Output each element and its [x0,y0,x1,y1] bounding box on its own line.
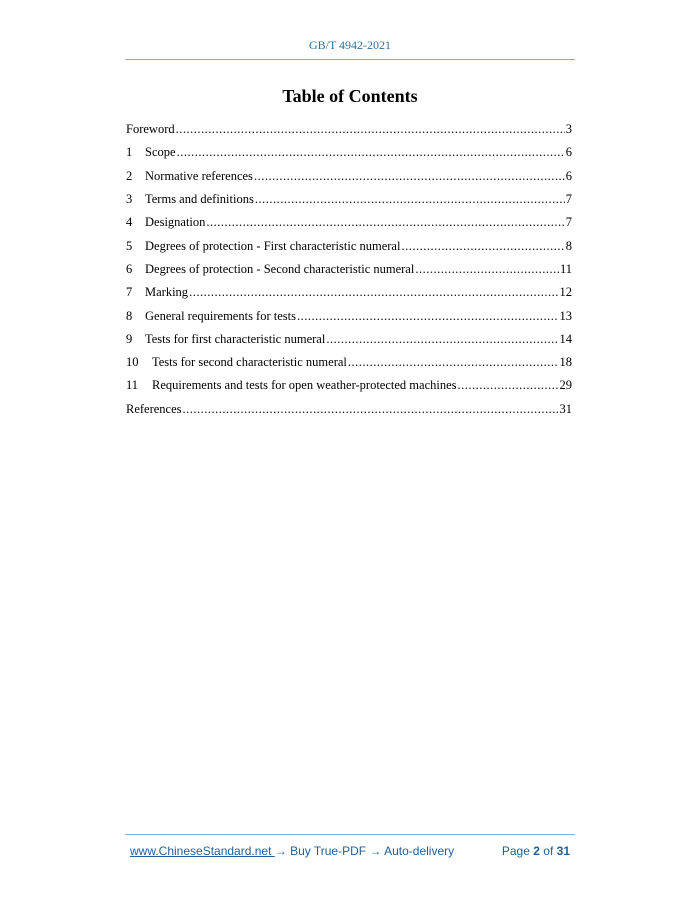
toc-entry[interactable] [126,165,572,188]
toc-entry-page: 7 [565,215,572,230]
toc-leader-dots [254,169,565,184]
toc-entry-page: 3 [565,122,572,137]
toc-leader-dots [255,192,565,207]
toc-entry-number: 3 [126,192,133,207]
toc-entry-page: 6 [565,145,572,160]
page-header [0,38,700,53]
header-rule [125,59,575,60]
footer-promo [130,844,454,858]
toc-entry-number: 5 [126,238,133,253]
toc-entry-title: Tests for second characteristic numeral [152,355,347,370]
toc-entry-number: 4 [126,215,133,230]
toc-entry-title: Designation [145,215,206,230]
page-indicator [502,844,570,858]
toc-leader-dots [297,309,559,324]
delivery-text: Auto-delivery [381,844,455,858]
toc-entry[interactable] [126,118,572,141]
toc-entry-title: Terms and definitions [145,192,254,207]
toc-entry-title: Marking [145,285,189,300]
toc-entry-title: Normative references [145,168,253,183]
page-label: Page [501,844,530,858]
toc-entry-page: 6 [565,168,572,183]
toc-leader-dots [206,215,564,230]
toc-entry-title: General requirements for tests [145,308,296,323]
toc-leader-dots [176,122,565,137]
toc-leader-dots [401,239,564,254]
toc-entry[interactable] [126,234,572,257]
toc-leader-dots [326,332,558,347]
footer-rule [125,834,575,835]
page-current: 2 [533,844,540,858]
toc-entry[interactable] [126,141,572,164]
page-total: 31 [556,844,570,858]
toc-entry-page: 13 [559,308,572,323]
toc-leader-dots [348,355,559,370]
toc-entry[interactable] [126,211,572,234]
toc-entry-page: 31 [559,401,572,416]
toc-entry-number: 8 [126,308,133,323]
toc-entry-number: 6 [126,261,133,276]
toc-entry[interactable] [126,258,572,281]
arrow-right-icon: → [274,844,287,858]
toc-leader-dots [415,262,559,277]
standard-code: GB/T 4942-2021 [308,38,392,52]
toc-entry-title: Degrees of protection - Second characteristic numeral [145,261,415,276]
toc-entry-title: Tests for first characteristic numeral [145,331,326,346]
toc-entry-page: 7 [565,192,572,207]
toc-entry-number: 1 [126,145,133,160]
toc-entry[interactable] [126,374,572,397]
toc-entry-number: 7 [126,285,133,300]
toc-entry[interactable] [126,328,572,351]
toc-entry[interactable] [126,304,572,327]
toc-entry-page: 14 [559,331,572,346]
toc-leader-dots [177,145,565,160]
arrow-right-icon: → [369,844,382,858]
toc-entry-page: 11 [559,261,572,276]
toc-entry[interactable] [126,351,572,374]
toc-entry-number: 2 [126,168,133,183]
toc-entry-number: 10 [126,355,139,370]
toc-entry[interactable] [126,398,572,421]
toc-entry[interactable] [126,188,572,211]
toc-leader-dots [458,378,559,393]
toc-entry-title: Degrees of protection - First characteristic numeral [145,238,401,253]
toc-entry-title: Requirements and tests for open weather-protected machines [152,378,457,393]
website-link[interactable]: www.ChineseStandard.net [130,844,275,858]
toc-entry-page: 18 [559,355,572,370]
page-of: of [543,844,554,858]
toc-entry-title: Scope [145,145,176,160]
toc-entry-page: 8 [565,238,572,253]
toc-entry-number: 9 [126,331,133,346]
toc-title: Table of Contents [282,86,418,106]
toc-leader-dots [189,285,558,300]
toc-entry-title: Foreword [126,122,175,137]
toc-entry-page: 29 [559,378,572,393]
toc-entry-number: 11 [126,378,139,393]
toc-entry-page: 12 [559,285,572,300]
buy-text: Buy True-PDF [286,844,370,858]
toc-entry-title: References [126,401,182,416]
toc-entry[interactable] [126,281,572,304]
toc-leader-dots [183,402,559,417]
toc-list [126,118,572,421]
